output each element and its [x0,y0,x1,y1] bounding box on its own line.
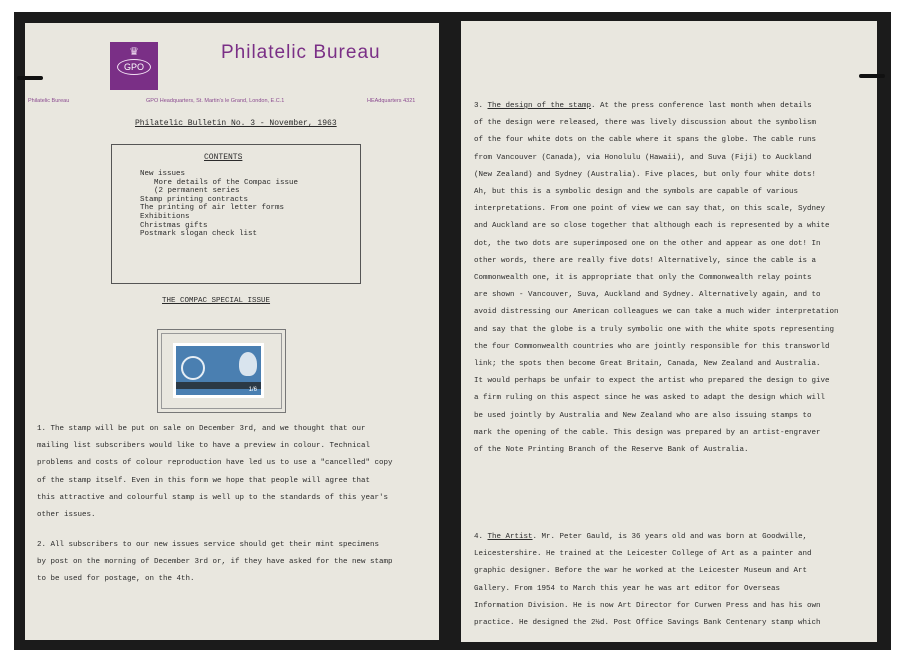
paragraph-4-first-line [474,529,821,546]
paragraph-text: . At the press conference last month when details [591,102,812,110]
contents-item: Stamp printing contracts [140,195,249,204]
text-line: dot, the two dots are superimposed one on the other and appear as one dot! In [474,239,821,248]
text-line: of the four white dots on the cable where it spans the globe. The cable runs [474,136,817,145]
text-line: problems and costs of colour reproduction have led us to use a "cancelled" copy [37,459,393,468]
bulletin-number: Philatelic Bulletin No. 3 - November, 1963 [135,119,337,128]
section-heading: THE COMPAC SPECIAL ISSUE [162,297,271,305]
text-line: 1. The stamp will be put on sale on December 3rd, and we thought that our [37,425,366,433]
text-line: of the design were released, there was lively discussion about the symbolism [474,119,817,128]
text-line: and say that the globe is a truly symbolic one with the white spots representing [474,325,835,334]
text-line: graphic designer. Before the war he worked at the Leicester Museum and Art [474,567,808,576]
text-line: mark the opening of the cable. This design was prepared by an artist-engraver [474,428,821,437]
text-line: Gallery. From 1954 to March this year he was art editor for Overseas [474,584,781,593]
paragraph-2 [37,537,393,589]
text-line: to be used for postage, on the 4th. [37,575,195,584]
text-line: of the stamp itself. Even in this form we hope that people will agree that [37,476,371,485]
gpo-logo-text: GPO [117,59,151,75]
contents-item: The printing of air letter forms [140,204,285,213]
text-line: Information Division. He is now Art Director for Curwen Press and has his own [474,601,821,610]
text-line: a firm ruling on this aspect since he was asked to adapt the design which will [474,394,826,403]
contents-list [140,170,298,239]
paragraph-4 [474,529,821,632]
contents-item: (2 permanent series [154,187,240,196]
contents-item: New issues [140,170,186,178]
stamp-value: 1/6 [248,387,257,393]
compac-stamp-image [173,343,264,398]
binder-hole-mark [859,74,885,78]
text-line: of the Note Printing Branch of the Reserve Bank of Australia. [474,446,749,455]
queen-portrait [239,352,257,376]
contents-heading: CONTENTS [204,153,243,162]
paragraph-1 [37,421,393,524]
text-line: (New Zealand) and Sydney (Australia). Five places, but only four white dots! [474,170,817,179]
contents-box [111,144,361,284]
paragraph-heading: The design of the stamp [487,102,592,110]
paragraph-3-first-line [474,98,839,115]
paragraph-text: . Mr. Peter Gauld, is 36 years old and was born at Goodwille, [532,533,808,541]
text-line: by post on the morning of December 3rd or, if they have asked for the new stamp [37,558,393,567]
paragraph-3 [474,98,839,459]
stamp-mount [157,329,286,413]
text-line: link; the spots then become Great Britain, Canada, New Zealand and Australia. [474,360,821,369]
text-line: mailing list subscribers would like to have a preview in colour. Technical [37,442,371,451]
binder-hole-mark [17,76,43,80]
gpo-logo [110,42,158,90]
text-line: interpretations. From one point of view we can say that, on this scale, Sydney [474,205,826,214]
bulletin-page-1 [25,23,439,640]
address-left: Philatelic Bureau [28,98,70,104]
text-line: 2. All subscribers to our new issues service should get their mint specimens [37,541,380,549]
text-line: from Vancouver (Canada), via Honolulu (Hawaii), and Suva (Fiji) to Auckland [474,153,812,162]
address-right: HEAdquarters 4321 [367,98,416,104]
text-line: Leicestershire. He trained at the Leicester College of Art as a painter and [474,550,812,559]
contents-item: Christmas gifts [140,221,208,230]
stamp-face [176,346,261,395]
paragraph-heading: The Artist [487,533,533,541]
text-line: avoid distressing our American colleagues we can take a much wider interpretation [474,308,839,317]
text-line: and Auckland are so close together that although each is represented by a white [474,222,830,231]
contents-item: More details of the Compac issue [154,178,299,187]
text-line: other words, there are really five dots! Alternatively, since the cable is a [474,256,817,265]
crown-icon: ♛ [129,45,139,58]
text-line: practice. He designed the 2½d. Post Office Savings Bank Centenary stamp which [474,619,821,628]
text-line: Ah, but this is a symbolic design and the symbols are capable of various [474,188,799,197]
text-line: the four Commonwealth countries who are jointly responsible for this transworld [474,342,830,351]
text-line: this attractive and colourful stamp is well up to the standards of this year's [37,493,389,502]
text-line: other issues. [37,511,96,520]
text-line: be used jointly by Australia and New Zealand who are also issuing stamps to [474,411,812,420]
bulletin-page-2 [461,21,877,642]
paragraph-number: 4. [474,533,488,541]
text-line: It would perhaps be unfair to expect the artist who prepared the design to give [474,377,830,386]
page-title: Philatelic Bureau [221,42,381,63]
text-line: are shown - Vancouver, Suva, Auckland and Sydney. Alternatively again, and to [474,291,821,300]
contents-item: Postmark slogan check list [140,230,258,239]
address-mid: GPO Headquarters, St. Martin's le Grand, London, E.C.1 [146,98,285,104]
globe-icon [181,356,205,380]
contents-item: Exhibitions [140,212,190,221]
text-line: Commonwealth one, it is appropriate that only the Commonwealth relay points [474,274,812,283]
paragraph-number: 3. [474,102,488,110]
